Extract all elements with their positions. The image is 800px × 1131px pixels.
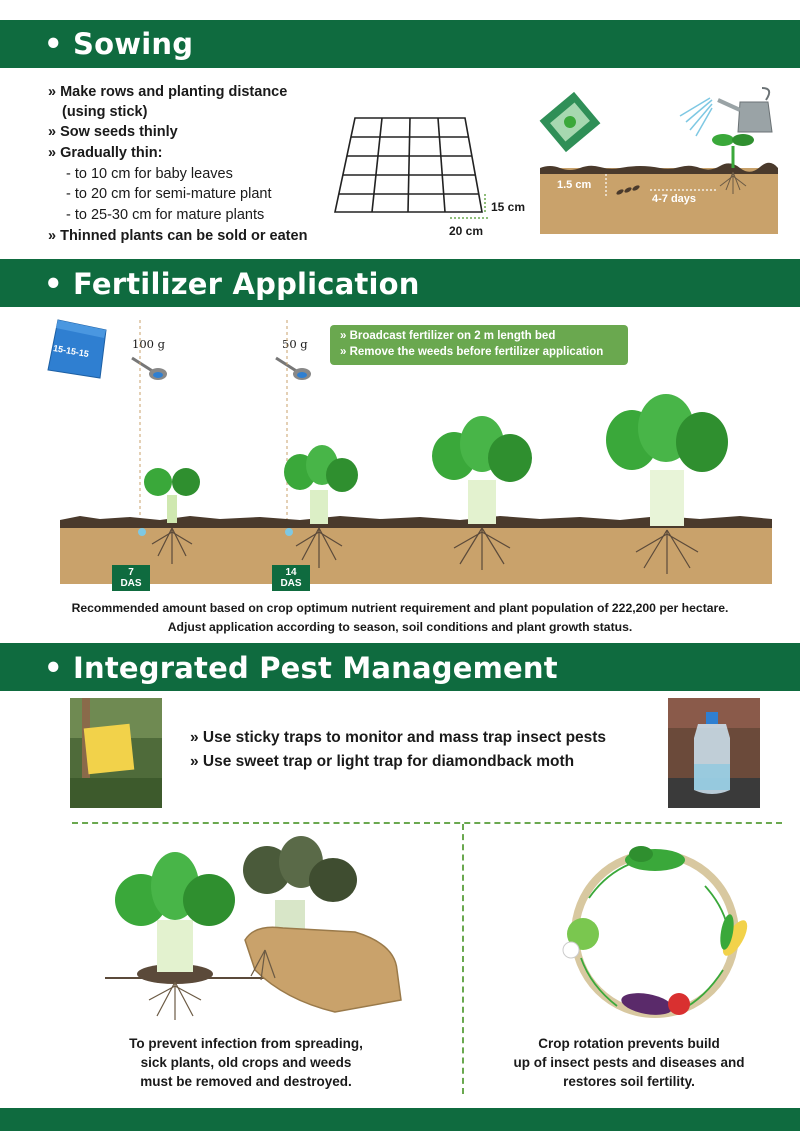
sowing-sub-1: - to 10 cm for baby leaves: [66, 166, 233, 182]
removal-caption-line-2: sick plants, old crops and weeds: [140, 1055, 352, 1070]
healthy-plant-icon: [115, 852, 235, 1020]
das-badge-14-label: DAS: [280, 578, 302, 589]
removal-caption-line-3: must be removed and destroyed.: [140, 1074, 352, 1089]
sowing-bullet-1b: (using stick): [62, 104, 148, 120]
sweet-trap-photo: [668, 698, 760, 808]
fertilizer-caption-2: Adjust application according to season, soil conditions and plant growth status.: [167, 620, 633, 634]
fertilizer-dose-2: 50 g: [282, 337, 308, 351]
ipm-bullet-2: » Use sweet trap or light trap for diamondback moth: [190, 753, 575, 770]
das-badge-14-number: 14: [285, 567, 297, 578]
removal-caption: [90, 1034, 402, 1091]
sowing-bullet-2: » Sow seeds thinly: [48, 124, 178, 140]
plant-removal-illustration: [105, 840, 405, 1020]
sowing-sub-2: - to 20 cm for semi-mature plant: [66, 186, 272, 202]
das-badge-7: [112, 565, 150, 591]
ipm-vertical-divider: [462, 824, 464, 1094]
rotation-caption-line-3: restores soil fertility.: [563, 1074, 695, 1089]
sowing-sub-3: - to 25-30 cm for mature plants: [66, 207, 265, 223]
sick-plant-icon: [243, 836, 357, 940]
grid-width-label: 20 cm: [449, 224, 484, 238]
footer-band: [0, 1108, 800, 1131]
sowing-title: • Sowing: [44, 27, 194, 61]
fertilizer-growth-illustration: [60, 320, 772, 588]
ipm-bullet-1: » Use sticky traps to monitor and mass trap insect pests: [190, 729, 607, 746]
sowing-bullet-4: » Thinned plants can be sold or eaten: [48, 228, 308, 244]
rotation-caption: [474, 1034, 784, 1091]
cucumber-icon: [625, 846, 685, 871]
sowing-days-label: 4-7 days: [652, 193, 697, 205]
sowing-soil-illustration: [540, 82, 780, 234]
fertilizer-header: [0, 259, 800, 307]
sowing-depth-label: 1.5 cm: [557, 179, 592, 191]
fertilizer-caption-1: Recommended amount based on crop optimum nutrient requirement and plant population of 222,200 per hectare.: [71, 601, 729, 615]
watering-can-icon: [680, 88, 772, 136]
das-badge-7-number: 7: [128, 567, 134, 578]
fertilizer-note-2: » Remove the weeds before fertilizer application: [340, 346, 604, 358]
sowing-header: [0, 20, 800, 68]
das-badge-14: [272, 565, 310, 591]
rotation-caption-line-1: Crop rotation prevents build: [538, 1036, 720, 1051]
sticky-trap-photo: [70, 698, 162, 808]
sowing-bullet-3: » Gradually thin:: [48, 145, 163, 161]
ipm-horizontal-divider: [72, 822, 782, 824]
das-badge-7-label: DAS: [120, 578, 142, 589]
ipm-header: [0, 643, 800, 691]
planting-grid-illustration: [330, 112, 530, 242]
fertilizer-title: • Fertilizer Application: [44, 267, 420, 301]
seed-packet-icon: [537, 90, 602, 155]
fertilizer-note-1: » Broadcast fertilizer on 2 m length bed: [340, 330, 556, 342]
hand-icon: [245, 927, 401, 1012]
scoop-icon-1: [132, 358, 167, 380]
sowing-bullet-1: » Make rows and planting distance: [48, 84, 288, 100]
removal-caption-line-1: To prevent infection from spreading,: [129, 1036, 363, 1051]
fertilizer-bag-label: 15-15-15: [52, 342, 90, 360]
ipm-title: • Integrated Pest Management: [44, 651, 558, 685]
crop-rotation-illustration: [555, 838, 755, 1028]
scoop-icon-2: [276, 358, 311, 380]
rotation-caption-line-2: up of insect pests and diseases and: [513, 1055, 745, 1070]
fertilizer-dose-1: 100 g: [132, 337, 165, 351]
grid-height-label: 15 cm: [491, 200, 526, 214]
